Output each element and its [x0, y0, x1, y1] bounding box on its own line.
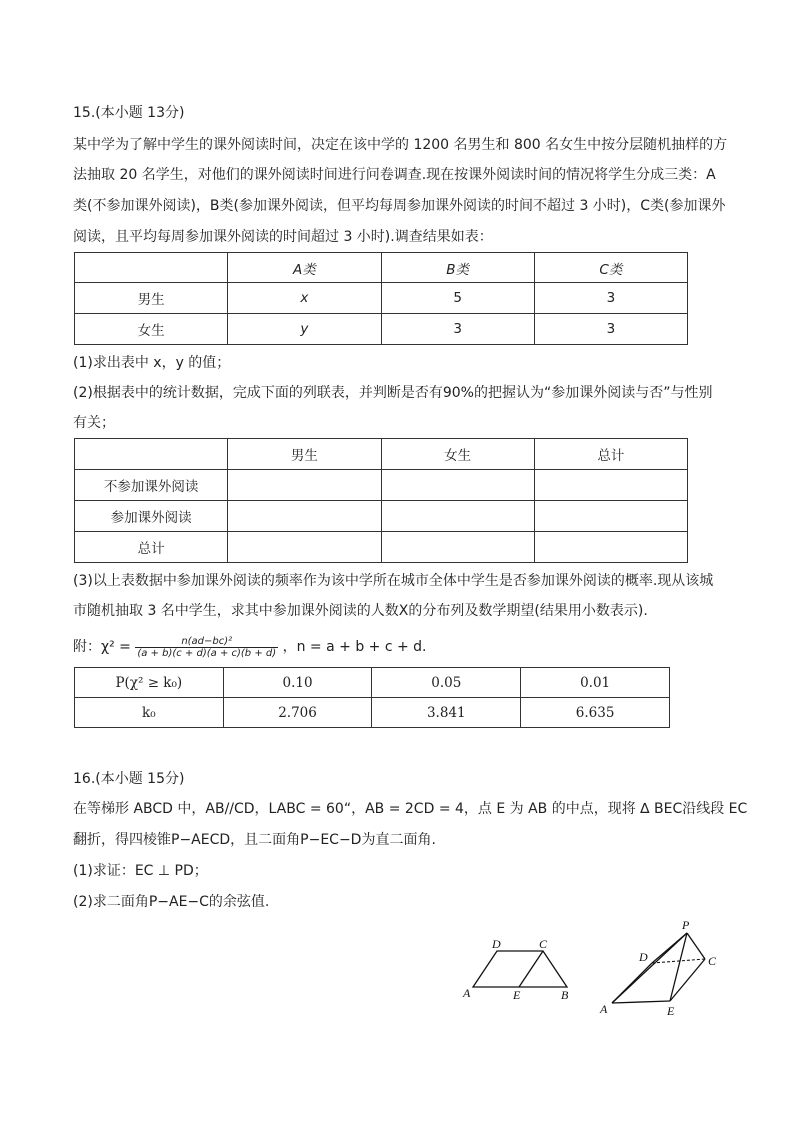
q15-part-1: (1)求出表中 x，y 的值；	[73, 355, 231, 371]
formula-prefix: 附：χ² =	[73, 639, 131, 655]
table-cell: 参加课外阅读	[75, 501, 228, 532]
table-cell	[228, 470, 381, 501]
table-cell: 总计	[75, 532, 228, 563]
label-b: B	[561, 988, 569, 1002]
label-c2: C	[708, 954, 717, 968]
table-cell	[534, 470, 687, 501]
q16-heading: 16.(本小题 15分)	[73, 771, 185, 787]
label-e2: E	[667, 1004, 675, 1018]
chi-square-formula	[73, 631, 427, 663]
label-a2: A	[600, 1002, 608, 1016]
geometry-figures	[455, 915, 745, 1020]
q15-para-line-2: 法抽取 20 名学生，对他们的课外阅读时间进行问卷调查.现在按课外阅读时间的情况将学生分成三类：A	[73, 167, 716, 183]
table-row	[75, 532, 688, 563]
formula-denominator: (a + b)(c + d)(a + c)(b + d)	[137, 647, 277, 659]
table-cell: 2.706	[223, 698, 372, 728]
table-header-cell: 男生	[228, 439, 381, 470]
trapezoid-outline	[473, 951, 567, 987]
q15-part-2-line-1: (2)根据表中的统计数据，完成下面的列联表，并判断是否有90%的把握认为“参加课外阅读与否”与性别	[73, 385, 713, 401]
q16-para-line-1: 在等梯形 ABCD 中，AB//CD，LABC = 60“，AB = 2CD = 4，点 E 为 AB 的中点，现将 ∆ BEC沿线段 EC	[73, 801, 748, 817]
table-cell	[534, 501, 687, 532]
table-cell	[228, 501, 381, 532]
table-row	[75, 698, 670, 728]
q15-part-3-line-1: (3)以上表数据中参加课外阅读的频率作为该中学所在城市全体中学生是否参加课外阅读的概率.现从该城	[73, 573, 714, 589]
q15-part-2-line-2: 有关；	[73, 415, 115, 431]
table-header-row	[75, 253, 688, 283]
table-header-cell: A类	[228, 253, 381, 283]
table-header-row	[75, 439, 688, 470]
table-cell: P(χ² ≥ k₀)	[75, 668, 224, 698]
survey-result-table	[74, 252, 688, 345]
formula-fraction	[135, 636, 278, 659]
label-d: D	[492, 937, 501, 951]
label-c: C	[539, 937, 548, 951]
table-cell: 3	[381, 314, 534, 345]
edge-dp	[652, 933, 687, 963]
pyramid-figure	[599, 918, 717, 1018]
table-header-cell: 女生	[381, 439, 534, 470]
edge-ad	[612, 963, 652, 1003]
q16-para-line-2: 翻折，得四棱锥P−AECD，且二面角P−EC−D为直二面角.	[73, 832, 436, 848]
table-cell: 6.635	[521, 698, 670, 728]
table-cell: 3	[534, 283, 687, 314]
formula-suffix: ，n = a + b + c + d.	[282, 639, 427, 655]
table-cell	[228, 532, 381, 563]
q15-para-line-1: 某中学为了解中学生的课外阅读时间，决定在该中学的 1200 名男生和 800 名女生中按分层随机抽样的方	[73, 137, 728, 153]
table-cell: k₀	[75, 698, 224, 728]
trapezoid-figure	[462, 937, 569, 1002]
q15-para-line-4: 阅读，且平均每周参加课外阅读的时间超过 3 小时).调查结果如表：	[73, 229, 493, 245]
table-cell	[381, 501, 534, 532]
table-cell: x	[228, 283, 381, 314]
table-cell: 0.05	[372, 668, 521, 698]
table-row	[75, 501, 688, 532]
table-cell: 0.10	[223, 668, 372, 698]
edge-ae	[612, 1001, 670, 1003]
table-header-cell: C类	[534, 253, 687, 283]
table-cell: 男生	[75, 283, 228, 314]
label-a: A	[463, 986, 471, 1000]
table-row	[75, 283, 688, 314]
table-row	[75, 470, 688, 501]
q16-part-2: (2)求二面角P−AE−C的余弦值.	[73, 894, 270, 910]
label-p: P	[682, 918, 690, 932]
edge-pc	[687, 933, 705, 959]
q15-part-3-line-2: 市随机抽取 3 名中学生，求其中参加课外阅读的人数X的分布列及数学期望(结果用小数表示).	[73, 603, 648, 619]
table-row	[75, 668, 670, 698]
table-cell: y	[228, 314, 381, 345]
table-header-cell: B类	[381, 253, 534, 283]
q16-part-1: (1)求证：EC ⊥ PD；	[73, 863, 208, 879]
table-header-cell: 总计	[534, 439, 687, 470]
table-cell: 0.01	[521, 668, 670, 698]
table-cell: 5	[381, 283, 534, 314]
table-cell: 3.841	[372, 698, 521, 728]
label-d2: D	[639, 950, 648, 964]
table-header-cell	[75, 253, 228, 283]
edge-dc-hidden	[652, 959, 705, 963]
q15-heading: 15.(本小题 13分)	[73, 105, 185, 121]
table-cell: 3	[534, 314, 687, 345]
segment-ec	[519, 951, 543, 987]
table-cell: 女生	[75, 314, 228, 345]
q15-para-line-3: 类(不参加课外阅读)，B类(参加课外阅读，但平均每周参加课外阅读的时间不超过 3 小时)，C类(参加课外	[73, 198, 726, 214]
table-cell	[534, 532, 687, 563]
formula-numerator: n(ad−bc)²	[135, 636, 278, 648]
table-cell: 不参加课外阅读	[75, 470, 228, 501]
contingency-table	[74, 438, 688, 563]
label-e: E	[513, 988, 521, 1002]
table-row	[75, 314, 688, 345]
table-cell	[381, 470, 534, 501]
critical-value-table	[74, 667, 670, 728]
table-header-cell	[75, 439, 228, 470]
table-cell	[381, 532, 534, 563]
